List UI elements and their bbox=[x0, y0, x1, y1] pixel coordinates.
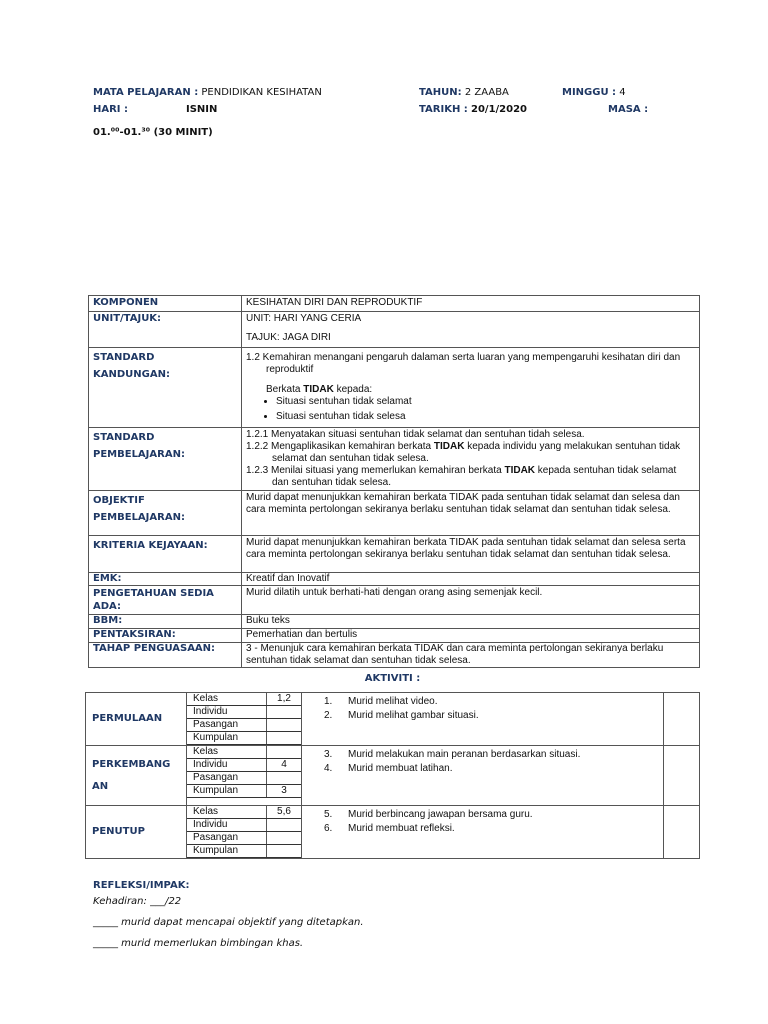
group-steps: 4 bbox=[267, 759, 302, 772]
sk-bullet: • Situasi sentuhan tidak selesa bbox=[276, 411, 695, 423]
emk-value: Kreatif dan Inovatif bbox=[242, 573, 700, 586]
group-steps bbox=[267, 732, 302, 745]
group-row bbox=[187, 746, 301, 759]
sp-label-2: PEMBELAJARAN: bbox=[93, 449, 185, 460]
activity-step bbox=[324, 696, 663, 708]
sp-label-1: STANDARD bbox=[93, 432, 155, 443]
pengetahuan-label-2: ADA: bbox=[93, 601, 121, 612]
step-text: Murid melihat video. bbox=[348, 696, 438, 707]
pengetahuan-label-1: PENGETAHUAN SEDIA bbox=[93, 588, 214, 599]
activity-step bbox=[324, 749, 663, 761]
kriteria-label: KRITERIA KEJAYAAN: bbox=[89, 536, 242, 573]
group-steps: 1,2 bbox=[267, 693, 302, 706]
group-steps bbox=[267, 772, 302, 785]
group-row bbox=[187, 806, 301, 819]
row-pentaksiran bbox=[89, 629, 700, 643]
group-name: Individu bbox=[187, 759, 267, 772]
group-name: Kelas bbox=[187, 746, 267, 759]
blank-cell bbox=[664, 693, 700, 746]
step-number: 3. bbox=[324, 749, 333, 760]
week-label: MINGGU : bbox=[562, 87, 617, 98]
activity-step bbox=[324, 763, 663, 775]
time-label: MASA : bbox=[608, 104, 649, 115]
group-steps bbox=[267, 819, 302, 832]
date-field bbox=[419, 104, 527, 115]
step-number: 1. bbox=[324, 696, 333, 707]
berkata-pre: Berkata bbox=[266, 384, 304, 395]
row-bbm bbox=[89, 615, 700, 629]
berkata-bold: TIDAK bbox=[303, 384, 334, 395]
group-steps: 3 bbox=[267, 785, 302, 798]
sp-text: 1.2.3 Menilai situasi yang memerlukan kemahiran berkata bbox=[246, 465, 505, 476]
sp-text: 1.2.1 Menyatakan situasi sentuhan tidak selamat dan sentuhan tidah selesa. bbox=[246, 429, 585, 440]
group-row bbox=[187, 719, 301, 732]
row-objektif bbox=[89, 491, 700, 536]
date-value: 20/1/2020 bbox=[471, 104, 528, 115]
group-steps bbox=[267, 706, 302, 719]
time-value: 01.⁰⁰-01.³⁰ (30 MINIT) bbox=[93, 127, 213, 138]
refleksi-line-1: _____ murid dapat mencapai objektif yang ditetapkan. bbox=[93, 917, 364, 928]
step-text: Murid berbincang jawapan bersama guru. bbox=[348, 809, 533, 820]
group-row bbox=[187, 706, 301, 719]
row-emk bbox=[89, 573, 700, 586]
group-cell bbox=[187, 746, 302, 806]
unit-label: UNIT/TAJUK: bbox=[89, 312, 242, 348]
blank-cell bbox=[664, 746, 700, 806]
refleksi-title: REFLEKSI/IMPAK: bbox=[93, 880, 190, 891]
group-row bbox=[187, 845, 301, 858]
row-standard-pembelajaran bbox=[89, 428, 700, 491]
group-name: Individu bbox=[187, 706, 267, 719]
year-label: TAHUN: bbox=[419, 87, 462, 98]
steps-cell bbox=[302, 746, 664, 806]
aktiviti-title: AKTIVITI : bbox=[364, 673, 421, 684]
kehadiran-line: Kehadiran: ___/22 bbox=[93, 896, 182, 907]
group-name: Kelas bbox=[187, 806, 267, 819]
group-name: Kelas bbox=[187, 693, 267, 706]
group-name: Pasangan bbox=[187, 719, 267, 732]
tajuk-value: TAJUK: JAGA DIRI bbox=[246, 332, 331, 343]
row-pengetahuan bbox=[89, 586, 700, 615]
week-field bbox=[562, 87, 626, 98]
group-row bbox=[187, 785, 301, 798]
group-cell bbox=[187, 806, 302, 859]
bbm-value: Buku teks bbox=[242, 615, 700, 629]
group-cell bbox=[187, 693, 302, 746]
year-value: 2 ZAABA bbox=[464, 87, 509, 98]
bbm-label: BBM: bbox=[89, 615, 242, 629]
step-text: Murid membuat latihan. bbox=[348, 763, 453, 774]
emk-label: EMK: bbox=[89, 573, 242, 586]
sk-label-2: KANDUNGAN: bbox=[93, 369, 170, 380]
sp-bold: TIDAK bbox=[504, 465, 536, 476]
sk-bullet: • Situasi sentuhan tidak selamat bbox=[276, 396, 695, 408]
group-steps bbox=[267, 832, 302, 845]
sk-text: 1.2 Kemahiran menangani pengaruh dalaman serta luaran yang mempengaruhi kesihatan diri dan reproduktif bbox=[246, 352, 681, 375]
tahap-label: TAHAP PENGUASAAN: bbox=[89, 643, 242, 668]
group-row bbox=[187, 759, 301, 772]
day-value: ISNIN bbox=[186, 104, 218, 115]
blank-cell bbox=[664, 806, 700, 859]
subject-field bbox=[93, 87, 322, 98]
objektif-value: Murid dapat menunjukkan kemahiran berkata TIDAK pada sentuhan tidak selamat dan selesa dan cara meminta pertolongan sekiranya berlaku sentuhan tidak selamat dan sentuhan tidak selesa. bbox=[242, 491, 700, 536]
step-number: 6. bbox=[324, 823, 333, 834]
sp-item bbox=[246, 465, 695, 489]
row-standard-kandungan bbox=[89, 348, 700, 428]
phase-name bbox=[86, 806, 187, 859]
step-text: Murid membuat refleksi. bbox=[348, 823, 455, 834]
objektif-label-1: OBJEKTIF bbox=[93, 495, 145, 506]
komponen-value: KESIHATAN DIRI DAN REPRODUKTIF bbox=[242, 296, 700, 312]
row-tahap bbox=[89, 643, 700, 668]
group-row bbox=[187, 693, 301, 706]
sp-text: 1.2.2 Mengaplikasikan kemahiran berkata bbox=[246, 441, 434, 452]
berkata-line bbox=[266, 384, 695, 396]
tahap-value: 3 - Menunjuk cara kemahiran berkata TIDAK dan cara meminta pertolongan sekiranya berlaku sentuhan tidak selamat dan sentuhan tidak selesa. bbox=[242, 643, 700, 668]
group-name: Kumpulan bbox=[187, 732, 267, 745]
group-steps bbox=[267, 746, 302, 759]
activity-row bbox=[86, 806, 700, 859]
day-label: HARI : bbox=[93, 104, 129, 115]
step-number: 4. bbox=[324, 763, 333, 774]
group-name: Kumpulan bbox=[187, 845, 267, 858]
activity-step bbox=[324, 809, 663, 821]
pentaksiran-label: PENTAKSIRAN: bbox=[89, 629, 242, 643]
lesson-body bbox=[85, 295, 700, 951]
group-row bbox=[187, 819, 301, 832]
pengetahuan-value: Murid dilatih untuk berhati-hati dengan orang asing semenjak kecil. bbox=[242, 586, 700, 615]
komponen-label: KOMPONEN bbox=[89, 296, 242, 312]
row-kriteria bbox=[89, 536, 700, 573]
row-unit bbox=[89, 312, 700, 348]
step-number: 5. bbox=[324, 809, 333, 820]
objektif-label-2: PEMBELAJARAN: bbox=[93, 512, 185, 523]
phase-label: PENUTUP bbox=[92, 826, 145, 837]
activity-row bbox=[86, 746, 700, 806]
year-field bbox=[419, 87, 509, 98]
group-row bbox=[187, 772, 301, 785]
group-name: Kumpulan bbox=[187, 785, 267, 798]
step-text: Murid melihat gambar situasi. bbox=[348, 710, 479, 721]
berkata-post: kepada: bbox=[333, 384, 373, 395]
phase-name bbox=[86, 746, 187, 806]
activity-row bbox=[86, 693, 700, 746]
date-label: TARIKH : bbox=[419, 104, 468, 115]
kriteria-value: Murid dapat menunjukkan kemahiran berkata TIDAK pada sentuhan tidak selamat dan selesa serta cara meminta pertolongan sekiranya berlaku sentuhan tidak selamat dan sentuhan tidak selesa. bbox=[242, 536, 700, 573]
pentaksiran-value: Pemerhatian dan bertulis bbox=[242, 629, 700, 643]
week-value: 4 bbox=[619, 87, 626, 98]
row-komponen bbox=[89, 296, 700, 312]
sp-bold: TIDAK bbox=[433, 441, 465, 452]
subject-value: PENDIDIKAN KESIHATAN bbox=[201, 87, 322, 98]
sp-text: kepada individu yang melakukan sentuhan tidak selamat dan sentuhan tidak selesa. bbox=[272, 441, 681, 464]
step-number: 2. bbox=[324, 710, 333, 721]
group-row bbox=[187, 832, 301, 845]
lesson-details-table bbox=[88, 295, 700, 668]
group-steps bbox=[267, 845, 302, 858]
activity-table bbox=[85, 692, 700, 859]
sp-item bbox=[246, 429, 695, 441]
group-row bbox=[187, 732, 301, 745]
phase-label: PERMULAAN bbox=[92, 713, 163, 724]
group-steps bbox=[267, 719, 302, 732]
steps-cell bbox=[302, 806, 664, 859]
subject-label: MATA PELAJARAN : bbox=[93, 87, 199, 98]
activity-step bbox=[324, 710, 663, 722]
unit-value: UNIT: HARI YANG CERIA bbox=[246, 313, 362, 324]
group-name: Individu bbox=[187, 819, 267, 832]
steps-cell bbox=[302, 693, 664, 746]
group-steps: 5,6 bbox=[267, 806, 302, 819]
group-name: Pasangan bbox=[187, 832, 267, 845]
refleksi-line-2: _____ murid memerlukan bimbingan khas. bbox=[93, 938, 304, 949]
group-name: Pasangan bbox=[187, 772, 267, 785]
sp-item bbox=[246, 441, 695, 465]
sp-text: kepada sentuhan tidak selamat dan sentuhan tidak selesa. bbox=[272, 465, 677, 488]
step-text: Murid melakukan main peranan berdasarkan situasi. bbox=[348, 749, 581, 760]
phase-name bbox=[86, 693, 187, 746]
activity-step bbox=[324, 823, 663, 835]
phase-label: PERKEMBANG AN bbox=[92, 758, 171, 792]
sk-label-1: STANDARD bbox=[93, 352, 155, 363]
